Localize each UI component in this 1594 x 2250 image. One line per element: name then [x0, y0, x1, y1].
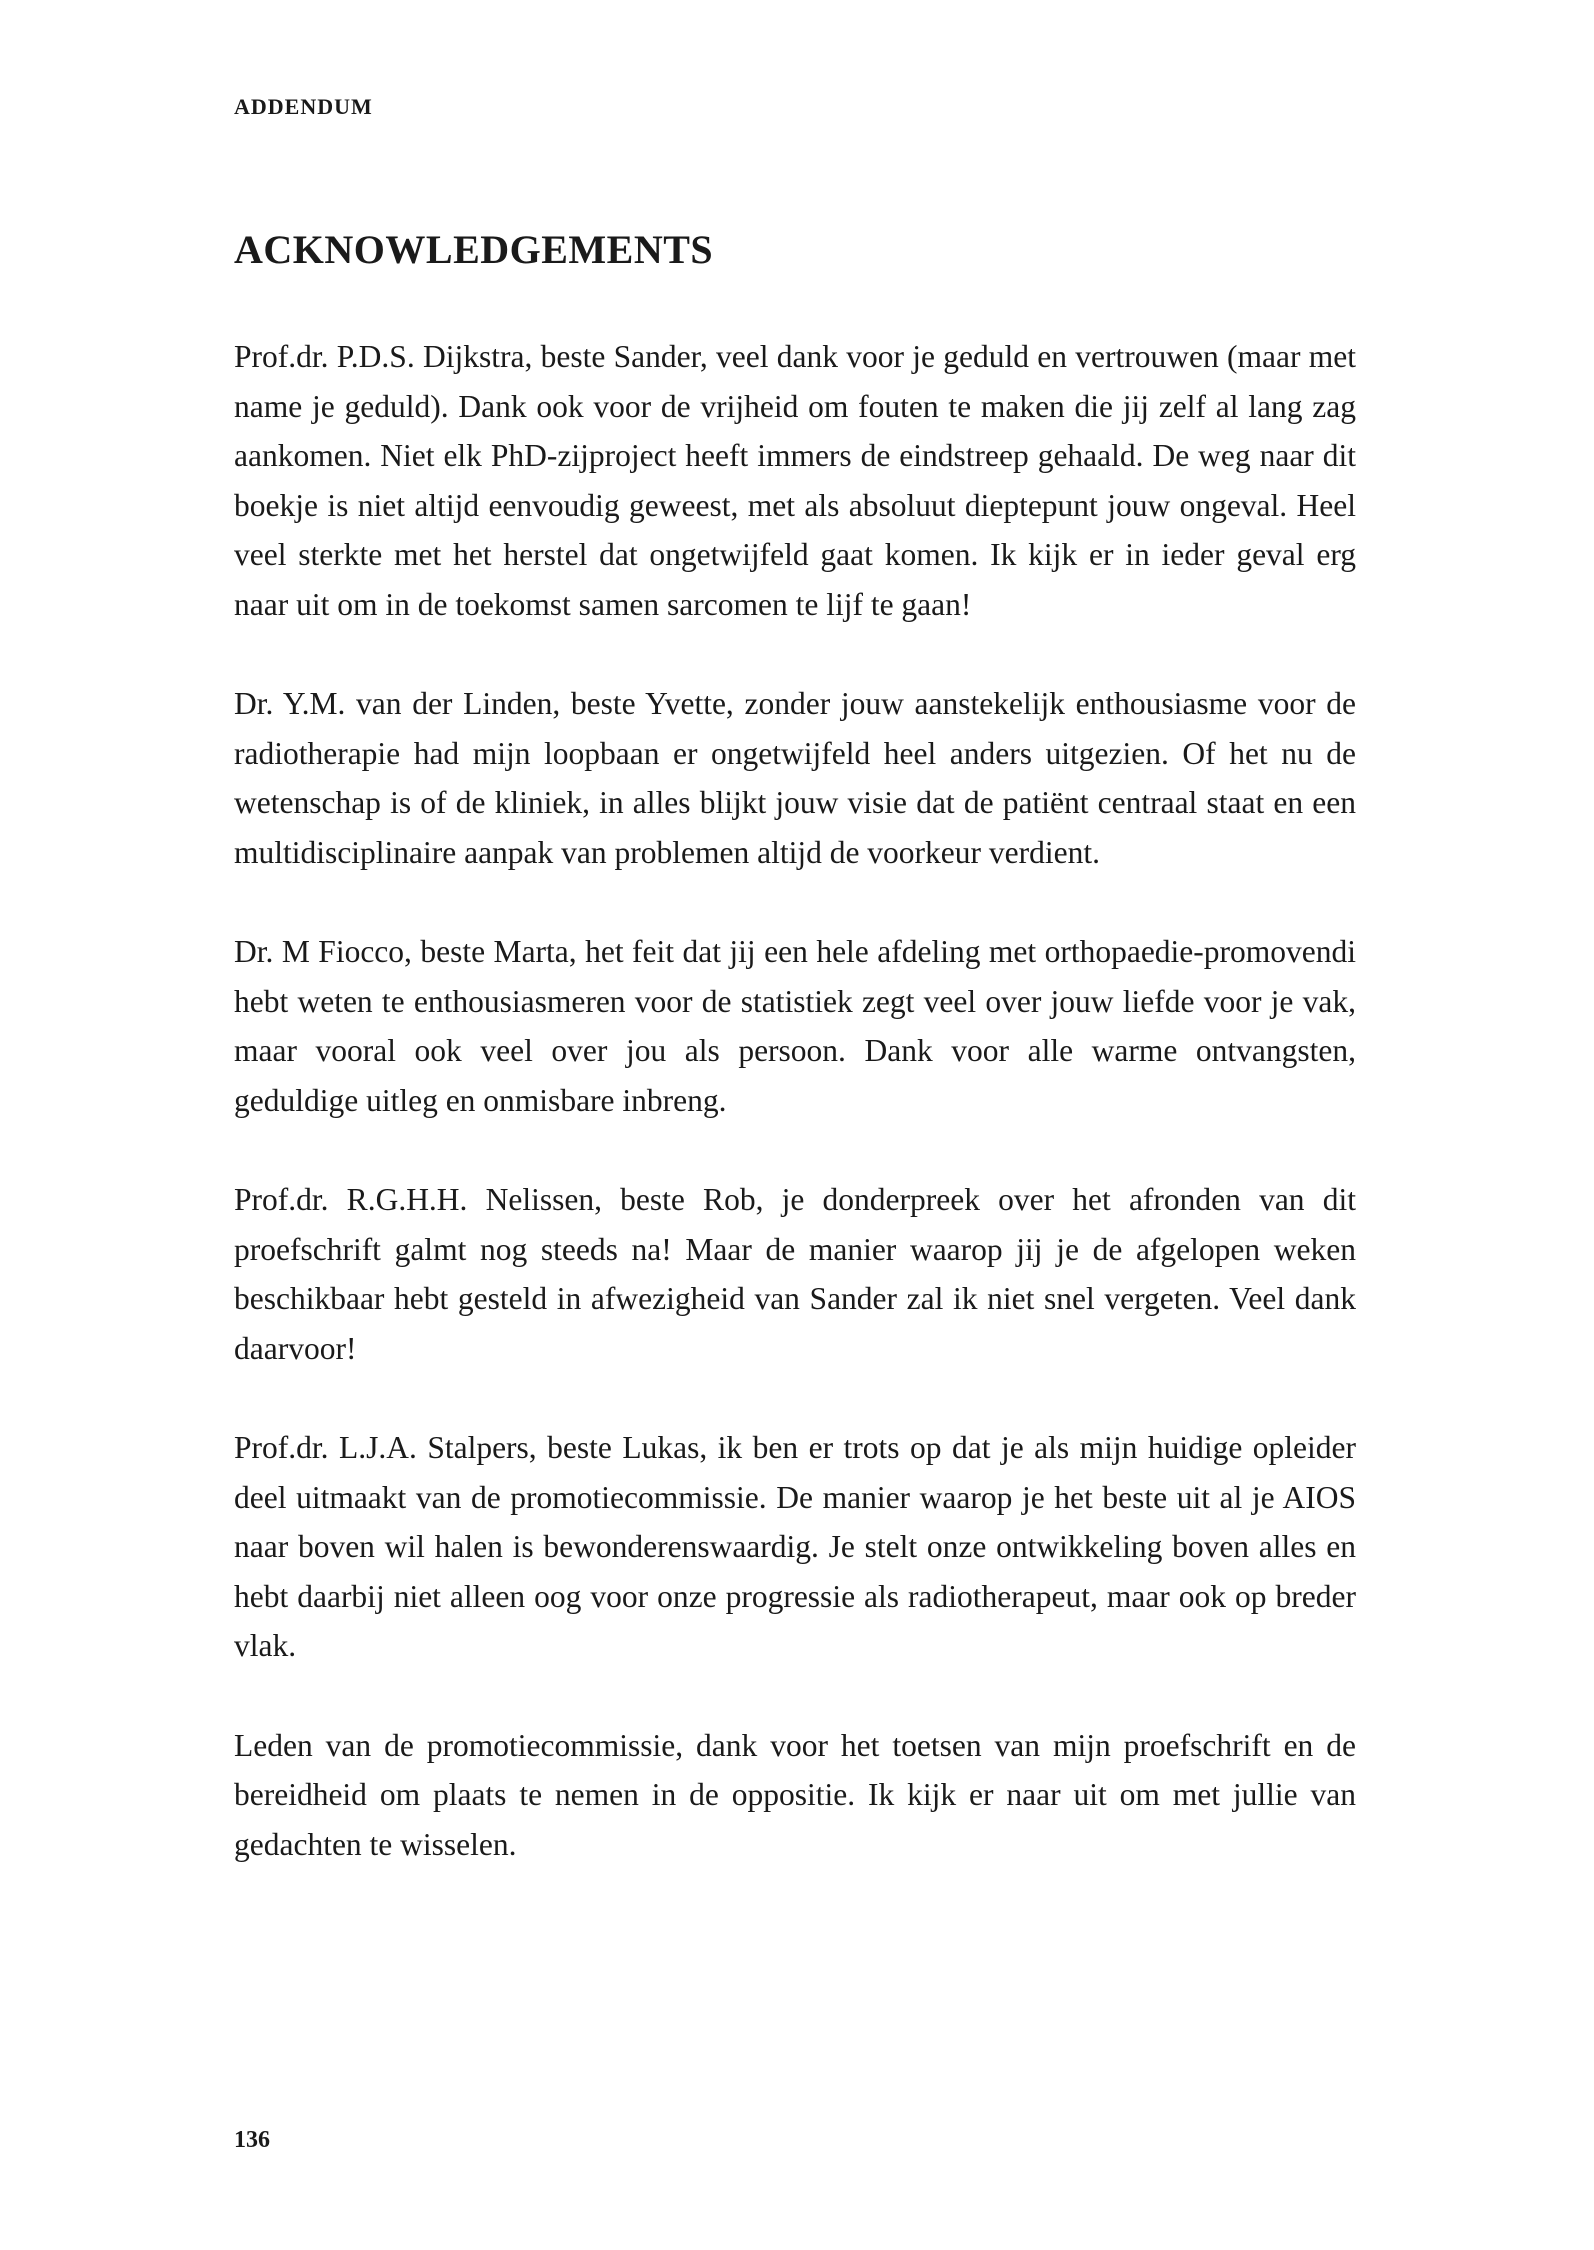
paragraph-van-der-linden: Dr. Y.M. van der Linden, beste Yvette, zonder jouw aanstekelijk enthousiasme voor de radiotherapie had mijn loopbaan er ongetwijfeld heel anders uitgezien. Of het nu de wetenschap is of de kliniek, in alles blijkt jouw visie dat de patiënt centraal staat en een multidisciplinaire aanpak van problemen altijd de voorkeur verdient. — [234, 686, 1356, 870]
running-head: ADDENDUM — [234, 94, 373, 119]
body-text — [234, 332, 1356, 1919]
page-number: 136 — [234, 2127, 270, 2153]
paragraph-promotiecommissie: Leden van de promotiecommissie, dank voor het toetsen van mijn proefschrift en de bereidheid om plaats te nemen in de oppositie. Ik kijk er naar uit om met jullie van gedachten te wisselen. — [234, 1727, 1356, 1862]
paragraph-fiocco: Dr. M Fiocco, beste Marta, het feit dat jij een hele afdeling met orthopaedie-promovendi hebt weten te enthousiasmeren voor de statistiek zegt veel over jouw liefde voor je vak, maar vooral ook veel over jou als persoon. Dank voor alle warme ontvangsten, geduldige uitleg en onmisbare inbreng. — [234, 934, 1356, 1118]
paragraph-stalpers: Prof.dr. L.J.A. Stalpers, beste Lukas, ik ben er trots op dat je als mijn huidige opleider deel uitmaakt van de promotiecommissie. De manier waarop je het beste uit al je AIOS naar boven wil halen is bewonderenswaardig. Je stelt onze ontwikkeling boven alles en hebt daarbij niet alleen oog voor onze progressie als radiotherapeut, maar ook op breder vlak. — [234, 1430, 1356, 1663]
paragraph-nelissen: Prof.dr. R.G.H.H. Nelissen, beste Rob, je donderpreek over het afronden van dit proefschrift galmt nog steeds na! Maar de manier waarop jij je de afgelopen weken beschikbaar hebt gesteld in afwezigheid van Sander zal ik niet snel vergeten. Veel dank daarvoor! — [234, 1182, 1356, 1366]
page-title: ACKNOWLEDGEMENTS — [234, 227, 714, 272]
paragraph-dijkstra: Prof.dr. P.D.S. Dijkstra, beste Sander, veel dank voor je geduld en vertrouwen (maar met name je geduld). Dank ook voor de vrijheid om fouten te maken die jij zelf al lang zag aankomen. Niet elk PhD-zijproject heeft immers de eindstreep gehaald. De weg naar dit boekje is niet altijd eenvoudig geweest, met als absoluut dieptepunt jouw ongeval. Heel veel sterkte met het herstel dat ongetwijfeld gaat komen. Ik kijk er in ieder geval erg naar uit om in de toekomst samen sarcomen te lijf te gaan! — [234, 339, 1356, 622]
